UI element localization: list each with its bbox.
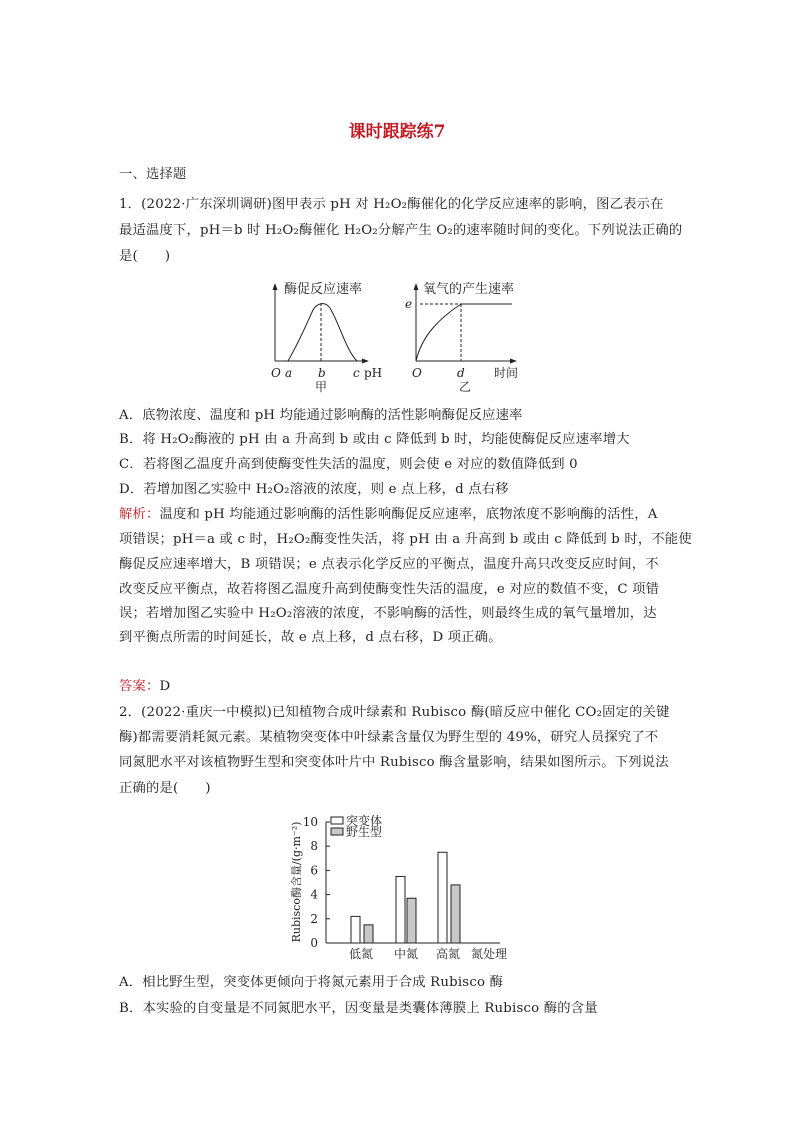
fig-jia-xlabel: pH [364,366,383,380]
q1-option-a: A．底物浓度、温度和 pH 均能通过影响酶的活性影响酶促反应速率 [119,408,523,423]
q1-stem-line: 最适温度下，pH＝b 时 H₂O₂酶催化 H₂O₂分解产生 O₂的速率随时间的变化。下列说法正确的 [119,223,683,238]
y-tick-label: 8 [310,839,318,854]
y-axis-label: Rubisco酶含量/(g·m⁻²) [290,821,303,943]
origin-label: O [412,366,422,380]
fig-yi-ylabel: 氧气的产生速率 [423,282,515,297]
q2-stem-line: 酶)都需要消耗氮元素。某植物突变体中叶绿素含量仅为野生型的 49%，研究人员探究了不 [119,730,659,745]
analysis-label: 解析： [119,507,160,522]
arrow-icon [273,283,278,290]
y-tick-label: 10 [302,815,318,829]
arrow-icon [362,359,369,364]
label-c: c [353,366,360,380]
arrow-icon [510,359,517,364]
analysis-line: 酶促反应速率增大，B 项错误；e 点表示化学反应的平衡点，温度升高只改变反应时间，不 [119,557,659,572]
answer-value: D [159,679,171,694]
fig-yi-xlabel: 时间 [494,366,519,380]
analysis-line [119,506,658,524]
bar-mutant [351,916,360,943]
y-tick-label: 2 [310,911,318,926]
analysis-line: 项错误；pH＝a 或 c 时，H₂O₂酶变性失活，将 pH 由 a 升高到 b 或由 c 降低到 b 时，不能使 [119,532,692,547]
fig-yi-caption: 乙 [459,380,472,394]
y-tick-label: 0 [310,936,318,950]
page-title: 课时跟踪练7 [348,122,446,142]
rubisco-bar-chart [0,800,794,970]
q1-option-b: B．将 H₂O₂酶液的 pH 由 a 升高到 b 或由 c 降低到 b 时，均能使酶促反应速率增大 [119,432,630,447]
label-d: d [457,366,465,380]
q2-stem-line: 正确的是( ) [119,781,211,796]
bar-wild-type [407,898,416,943]
analysis-line: 到平衡点所需的时间延长，故 e 点上移，d 点右移，D 项正确。 [119,630,502,645]
section-heading: 一、选择题 [119,167,187,182]
label-a: a [285,366,293,380]
answer-line [119,678,170,696]
analysis-line: 改变反应平衡点，故若将图乙温度升高到使酶变性失活的温度，e 对应的数值不变，C 项错 [119,582,660,597]
legend-swatch [331,828,343,835]
category-label: 高氮 [435,947,461,961]
q2-option-b: B．本实验的自变量是不同氮肥水平，因变量是类囊体薄膜上 Rubisco 酶的含量 [119,1001,598,1016]
q1-stem-line: 1．(2022·广东深圳调研)图甲表示 pH 对 H₂O₂酶催化的化学反应速率的影响，图乙表示在 [119,197,664,212]
oxygen-rate-curve [416,304,512,361]
y-tick-label: 6 [310,863,318,878]
legend-swatch [331,817,343,824]
label-e: e [405,297,413,311]
q1-option-d: D．若增加图乙实验中 H₂O₂溶液的浓度，则 e 点上移，d 点右移 [119,482,509,497]
enzyme-rate-curve [288,304,357,361]
origin-label: O [271,366,281,380]
category-label: 低氮 [348,947,374,961]
label-b: b [318,366,326,380]
legend-label: 野生型 [346,825,383,839]
category-label: 中氮 [393,947,419,961]
x-axis-label: 氮处理 [471,947,508,961]
q1-figures [0,0,794,400]
fig-jia-ylabel: 酶促反应速率 [284,282,363,297]
fig-jia-caption: 甲 [315,380,328,394]
q2-option-a: A．相比野生型，突变体更倾向于将氮元素用于合成 Rubisco 酶 [119,975,504,990]
q2-stem-line: 2．(2022·重庆一中模拟)已知植物合成叶绿素和 Rubisco 酶(暗反应中催化 CO₂固定的关键 [119,705,670,720]
arrow-icon [414,283,419,290]
q1-option-c: C．若将图乙温度升高到使酶变性失活的温度，则会使 e 对应的数值降低到 0 [119,457,578,472]
q1-stem-line: 是( ) [119,249,171,264]
bar-wild-type [451,885,460,943]
analysis-line: 误；若增加图乙实验中 H₂O₂溶液的浓度，不影响酶的活性，则最终生成的氧气量增加，达 [119,606,657,621]
legend-label: 突变体 [346,814,383,828]
answer-label: 答案： [119,679,160,694]
bar-wild-type [364,925,373,943]
bar-mutant [438,852,447,943]
q2-stem-line: 同氮肥水平对该植物野生型和突变体叶片中 Rubisco 酶含量影响，结果如图所示。下列说法 [119,755,669,770]
y-tick-label: 4 [310,887,318,902]
bar-mutant [396,876,405,943]
analysis-text: 温度和 pH 均能通过影响酶的活性影响酶促反应速率，底物浓度不影响酶的活性，A [159,507,658,522]
